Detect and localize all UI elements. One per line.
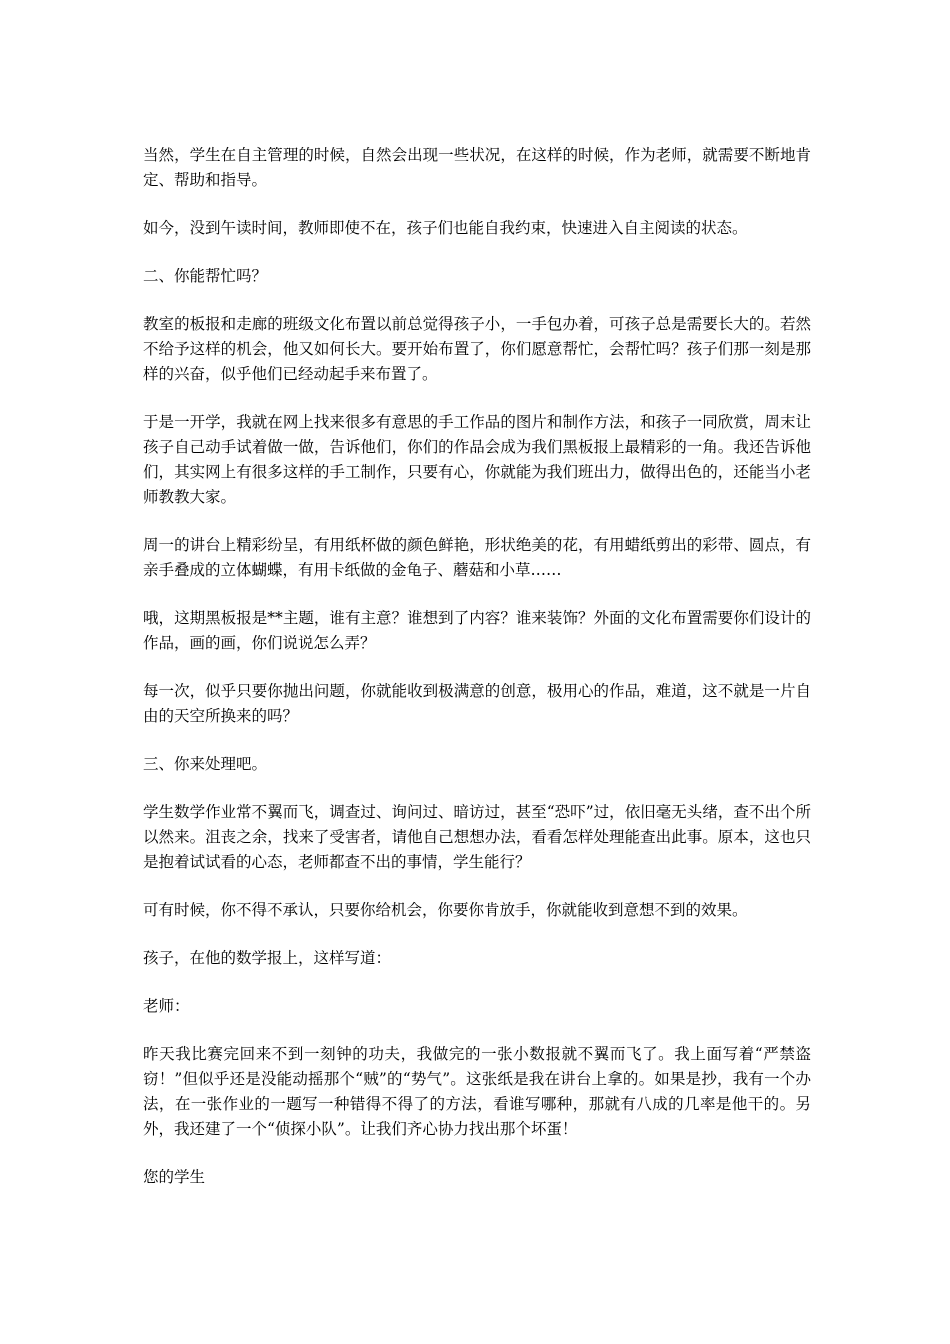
section-heading-3: 三、你来处理吧。 <box>143 755 268 773</box>
paragraph-blackboard: 教室的板报和走廊的班级文化布置以前总觉得孩子小，一手包办着，可孩子总是需要长大的。若然不给予这样的机会，他又如何长大。要开始布置了，你们愿意帮忙，会帮忙吗？孩子们那一刻是那样的兴奋，似乎他们已经动起手来布置了。 <box>143 315 811 383</box>
paragraph-handcraft: 于是一开学，我就在网上找来很多有意思的手工作品的图片和制作方法，和孩子一同欣赏，周末让孩子自己动手试着做一做，告诉他们，你们的作品会成为我们黑板报上最精彩的一角。我还告诉他们，其实网上有很多这样的手工制作，只要有心，你就能为我们班出力，做得出色的，还能当小老师教教大家。 <box>143 413 811 506</box>
document-body <box>143 143 811 1213</box>
paragraph-math-paper: 孩子，在他的数学报上，这样写道： <box>143 949 392 967</box>
paragraph-noon-reading: 如今，没到午读时间，教师即使不在，孩子们也能自我约束，快速进入自主阅读的状态。 <box>143 219 748 237</box>
paragraph-theme-questions: 哦，这期黑板报是**主题，谁有主意？谁想到了内容？谁来装饰？外面的文化布置需要你们设计的作品，画的画，你们说说怎么弄？ <box>143 609 811 652</box>
letter-signature: 您的学生 <box>143 1168 206 1186</box>
paragraph-free-sky: 每一次，似乎只要你抛出问题，你就能收到极满意的创意，极用心的作品，难道，这不就是一片自由的天空所换来的吗？ <box>143 682 811 725</box>
section-heading-2: 二、你能帮忙吗？ <box>143 267 268 285</box>
paragraph-intro-status: 当然，学生在自主管理的时候，自然会出现一些状况，在这样的时候，作为老师，就需要不断地肯定、帮助和指导。 <box>143 146 811 189</box>
paragraph-monday-works: 周一的讲台上精彩纷呈，有用纸杯做的颜色鲜艳，形状绝美的花，有用蜡纸剪出的彩带、圆点，有亲手叠成的立体蝴蝶，有用卡纸做的金龟子、蘑菇和小草…… <box>143 536 811 579</box>
paragraph-homework-missing: 学生数学作业常不翼而飞，调查过、询问过、暗访过，甚至“恐吓”过，依旧毫无头绪，查不出个所以然来。沮丧之余，找来了受害者，请他自己想想办法，看看怎样处理能查出此事。原本，这也只是抱着试试看的心态，老师都查不出的事情，学生能行？ <box>143 803 811 871</box>
paragraph-let-go: 可有时候，你不得不承认，只要你给机会，你要你肯放手，你就能收到意想不到的效果。 <box>143 901 748 919</box>
letter-body: 昨天我比赛完回来不到一刻钟的功夫，我做完的一张小数报就不翼而飞了。我上面写着“严禁盗窃！”但似乎还是没能动摇那个“贼”的“势气”。这张纸是我在讲台上拿的。如果是抄，我有一个办法，在一张作业的一题写一种错得不得了的方法，看谁写哪种，那就有八成的几率是他干的。另外，我还建了一个“侦探小队”。让我们齐心协力找出那个坏蛋！ <box>143 1045 811 1138</box>
letter-salutation: 老师： <box>143 997 190 1015</box>
